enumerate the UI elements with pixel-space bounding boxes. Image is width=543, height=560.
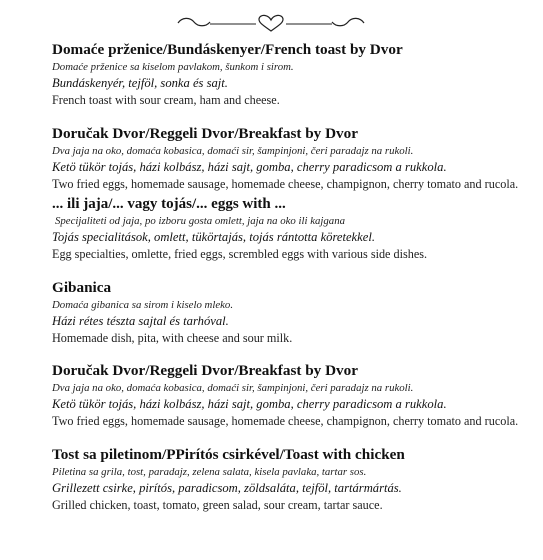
item-description-serbian: Domaća gibanica sa sirom i kiselo mleko. bbox=[52, 298, 234, 311]
item-description-english: French toast with sour cream, ham and cheese. bbox=[52, 93, 280, 107]
menu-item-breakfast-dvor bbox=[52, 124, 532, 263]
item-description-serbian: Specijaliteti od jaja, po izboru gosta omlett, jaja na oko ili kajgana bbox=[55, 215, 345, 228]
item-description-hungarian: Ketö tükör tojás, házi kolbász, házi sajt, gomba, cherry paradicsom a rukkola. bbox=[52, 397, 447, 412]
item-title: Domaće prženice/Bundáskenyer/French toast by Dvor bbox=[52, 41, 403, 58]
item-description-serbian: Dva jaja na oko, domaća kobasica, domaći sir, šampinjoni, čeri paradajz na rukoli. bbox=[52, 144, 414, 157]
breakfast-menu bbox=[52, 40, 532, 514]
item-description-serbian: Dva jaja na oko, domaća kobasica, domaći sir, šampinjoni, čeri paradajz na rukoli. bbox=[52, 382, 414, 395]
item-description-hungarian: Tojás specialitások, omlett, tükörtajás, tojás rántotta köretekkel. bbox=[52, 230, 375, 245]
item-title: Tost sa piletinom/PPirítós csirkével/Toast with chicken bbox=[52, 445, 405, 463]
item-description-english: Two fried eggs, homemade sausage, homemade cheese, champignon, cherry tomato and rucola. bbox=[52, 176, 519, 191]
item-description-serbian: Domaće prženice sa kiselom pavlakom, šunkom i sirom. bbox=[52, 61, 294, 73]
item-title: Doručak Dvor/Reggeli Dvor/Breakfast by Dvor bbox=[52, 362, 358, 380]
menu-subitem-eggs bbox=[52, 194, 532, 263]
item-description-english: Homemade dish, pita, with cheese and sour milk. bbox=[52, 330, 293, 345]
item-description-english: Egg specialties, omlette, fried eggs, scrembled eggs with various side dishes. bbox=[52, 247, 428, 262]
menu-item-french-toast bbox=[52, 40, 532, 109]
menu-item-gibanica bbox=[52, 278, 532, 347]
menu-item-chicken-toast bbox=[52, 445, 532, 514]
item-title: Doručak Dvor/Reggeli Dvor/Breakfast by Dvor bbox=[52, 124, 358, 142]
item-title: ... ili jaja/... vagy tojás/... eggs with ... bbox=[52, 196, 286, 213]
item-description-hungarian: Grillezett csirke, pirítós, paradicsom, zöldsaláta, tejföl, tartármártás. bbox=[52, 480, 402, 495]
item-description-hungarian: Ketö tükör tojás, házi kolbász, házi sajt, gomba, cherry paradicsom a rukkola. bbox=[52, 159, 447, 174]
menu-item-breakfast-dvor-2 bbox=[52, 361, 532, 430]
item-description-english: Grilled chicken, toast, tomato, green salad, sour cream, tartar sauce. bbox=[52, 497, 383, 512]
item-description-hungarian: Bundáskenyér, tejföl, sonka és sajt. bbox=[52, 76, 228, 90]
item-title: Gibanica bbox=[52, 278, 112, 296]
heart-flourish-icon bbox=[176, 14, 366, 34]
item-description-english: Two fried eggs, homemade sausage, homemade cheese, champignon, cherry tomato and rucola. bbox=[52, 414, 519, 429]
item-description-serbian: Piletina sa grila, tost, paradajz, zelena salata, kisela pavlaka, tartar sos. bbox=[52, 465, 367, 478]
item-description-hungarian: Házi rétes tészta sajtal és tarhóval. bbox=[52, 313, 229, 328]
